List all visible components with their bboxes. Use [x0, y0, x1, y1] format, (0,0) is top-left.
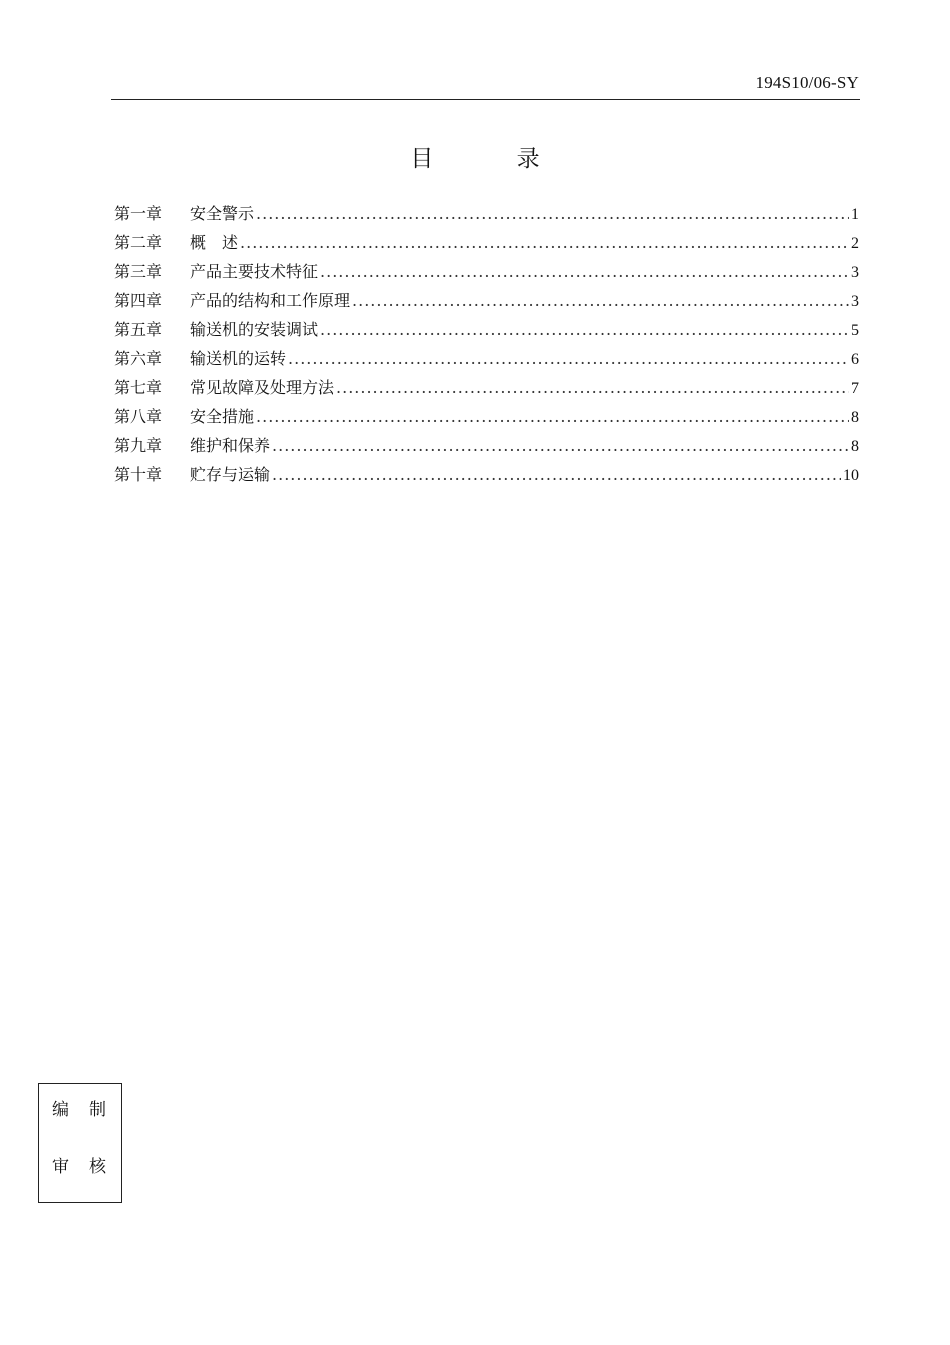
toc-dot-leader: [352, 291, 849, 310]
toc-chapter-title: 维护和保养: [190, 436, 271, 455]
toc-entry[interactable]: [114, 317, 859, 346]
toc-page-number: 8: [851, 438, 859, 455]
toc-page-number: 7: [851, 380, 859, 397]
toc-chapter-number: 第二章: [114, 233, 163, 252]
toc-dot-leader: [256, 204, 849, 223]
toc-page-number: 6: [851, 351, 859, 368]
reviewed-by-label: 审核: [52, 1157, 126, 1177]
toc-chapter-number: 第九章: [114, 436, 163, 455]
toc-chapter-title: 常见故障及处理方法: [190, 378, 335, 397]
toc-dot-leader: [336, 378, 849, 397]
toc-chapter-title: 输送机的运转: [190, 349, 287, 368]
toc-entry[interactable]: [114, 259, 859, 288]
toc-dot-leader: [320, 262, 849, 281]
toc-page-number: 10: [843, 467, 859, 484]
toc-entry[interactable]: [114, 201, 859, 230]
toc-chapter-title: 产品主要技术特征: [190, 262, 319, 281]
toc-chapter-number: 第八章: [114, 407, 163, 426]
toc-chapter-title: 概 述: [190, 233, 239, 252]
toc-chapter-number: 第三章: [114, 262, 163, 281]
toc-entry[interactable]: [114, 375, 859, 404]
toc-chapter-title: 输送机的安装调试: [190, 320, 319, 339]
toc-dot-leader: [288, 349, 849, 368]
toc-chapter-number: 第四章: [114, 291, 163, 310]
toc-dot-leader: [272, 465, 841, 484]
toc-chapter-number: 第一章: [114, 204, 163, 223]
toc-chapter-number: 第六章: [114, 349, 163, 368]
toc-page-number: 2: [851, 235, 859, 252]
toc-dot-leader: [272, 436, 849, 455]
toc-page-number: 3: [851, 264, 859, 281]
toc-entry[interactable]: [114, 346, 859, 375]
toc-page-number: 3: [851, 293, 859, 310]
compiled-by-label: 编制: [52, 1100, 126, 1120]
toc-dot-leader: [256, 407, 849, 426]
toc-chapter-title: 产品的结构和工作原理: [190, 291, 351, 310]
document-code: 194S10/06-SY: [755, 73, 859, 92]
approval-box: [38, 1083, 126, 1203]
toc-entry[interactable]: [114, 433, 859, 462]
toc-chapter-title: 安全措施: [190, 407, 255, 426]
toc-dot-leader: [240, 233, 849, 252]
toc-entry[interactable]: [114, 462, 859, 491]
toc-dot-leader: [320, 320, 849, 339]
toc-entry[interactable]: [114, 404, 859, 433]
header-rule: [111, 99, 860, 100]
table-of-contents: [114, 201, 859, 491]
toc-chapter-title: 安全警示: [190, 204, 255, 223]
toc-chapter-title: 贮存与运输: [190, 465, 271, 484]
toc-chapter-number: 第七章: [114, 378, 163, 397]
toc-page-number: 1: [851, 206, 859, 223]
toc-chapter-number: 第五章: [114, 320, 163, 339]
toc-title: 目 录: [410, 146, 578, 172]
toc-page-number: 5: [851, 322, 859, 339]
toc-chapter-number: 第十章: [114, 465, 163, 484]
toc-entry[interactable]: [114, 288, 859, 317]
toc-entry[interactable]: [114, 230, 859, 259]
toc-page-number: 8: [851, 409, 859, 426]
